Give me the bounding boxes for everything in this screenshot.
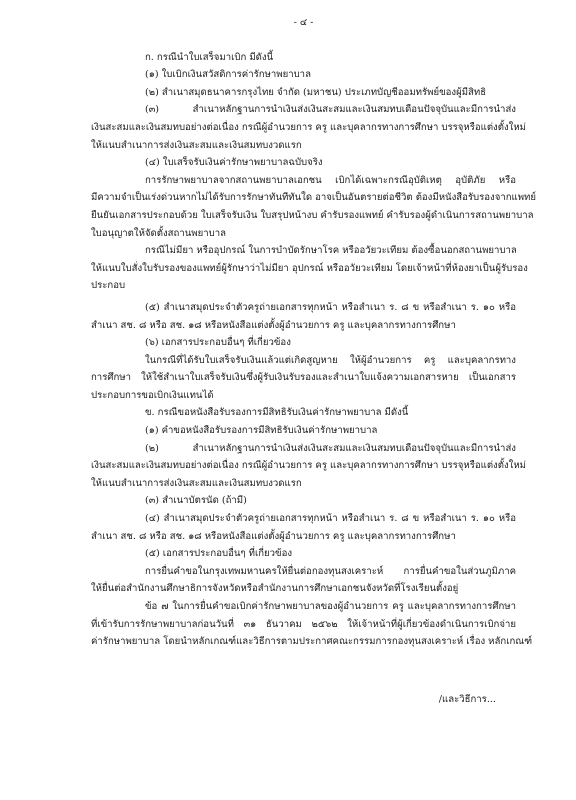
- text-line: สำเนา สช. ๘ หรือ สช. ๑๘ หรือหนังสือแต่งตั้งผู้อำนวยการ ครู และบุคลากรทางการศึกษา: [91, 530, 456, 542]
- text-line: ให้แนบสำเนาการส่งเงินสะสมและเงินสมทบงวดแรก: [91, 139, 302, 151]
- text-line: ประกอบ: [91, 280, 126, 292]
- section-a-item-6: (๖) เอกสารประกอบอื่นๆ ที่เกี่ยวข้อง: [145, 337, 291, 349]
- page-number: - ๔ -: [293, 17, 314, 28]
- section-a-item-4: (๔) ใบเสร็จรับเงินค่ารักษาพยาบาลฉบับจริง: [145, 157, 323, 169]
- section-b-item-3: (๓) สำเนาบัตรนัด (ถ้ามี): [145, 495, 247, 507]
- section-b-item-2: [91, 440, 526, 493]
- section-b-item-4: [91, 510, 516, 545]
- section-a-item-5: [91, 299, 516, 334]
- text-line: ในกรณีที่ได้รับใบเสร็จรับเงินแล้วแต่เกิดสูญหาย ให้ผู้อำนวยการ ครู และบุคลากรทาง: [145, 354, 516, 366]
- text-line: ประกอบการขอเบิกเงินแทนได้: [91, 389, 214, 401]
- text-line: ค่ารักษาพยาบาล โดยนำหลักเกณฑ์และวิธีการตามประกาศคณะกรรมการกองทุนสงเคราะห์ เรื่อง หลักเกณฑ์: [91, 636, 533, 648]
- text-line: สำเนา สช. ๘ หรือ สช. ๑๘ หรือหนังสือแต่งตั้งผู้อำนวยการ ครู และบุคลากรทางการศึกษา: [91, 319, 456, 331]
- section-a-item-3: [91, 101, 526, 154]
- clause-7-paragraph: [91, 598, 533, 651]
- text-line: ให้ยื่นต่อสำนักงานศึกษาธิการจังหวัดหรือสำนักงานการศึกษาเอกชนจังหวัดที่โรงเรียนตั้งอยู่: [91, 583, 459, 595]
- text-line: มีความจำเป็นเร่งด่วนหากไม่ได้รับการรักษาทันทีทันใด อาจเป็นอันตรายต่อชีวิต ต้องมีหนังสือรับรองจากแพทย์: [91, 192, 536, 204]
- text-line: (๔) สำเนาสมุดประจำตัวครูถ่ายเอกสารทุกหน้า หรือสำเนา ร. ๘ ข หรือสำเนา ร. ๑๐ หรือ: [145, 513, 516, 525]
- section-b-heading: ข. กรณีขอหนังสือรับรองการมีสิทธิรับเงินค่ารักษาพยาบาล มีดังนี้: [145, 407, 409, 419]
- text-line: ใบอนุญาตให้จัดตั้งสถานพยาบาล: [91, 227, 226, 239]
- section-a-item-1: (๑) ใบเบิกเงินสวัสดิการค่ารักษาพยาบาล: [145, 69, 311, 81]
- text-line: ให้แนบสำเนาการส่งเงินสะสมและเงินสมทบงวดแรก: [91, 477, 302, 489]
- no-medicine-paragraph: [91, 242, 528, 295]
- text-line: เงินสะสมและเงินสมทบอย่างต่อเนื่อง กรณีผู้อำนวยการ ครู และบุคลากรทางการศึกษา บรรจุหรือแต่งตั้งใหม่: [91, 121, 526, 133]
- continuation-marker: /และวิธีการ...: [438, 693, 496, 705]
- text-line: ข้อ ๗ ในการยื่นคำขอเบิกค่ารักษาพยาบาลของผู้อำนวยการ ครู และบุคลากรทางการศึกษา: [145, 601, 516, 612]
- lost-receipt-paragraph: [91, 352, 516, 405]
- section-a-heading: ก. กรณีนำใบเสร็จมาเบิก มีดังนี้: [145, 51, 274, 63]
- text-line: กรณีไม่มียา หรืออุปกรณ์ ในการบำบัดรักษาโรค หรืออวัยวะเทียม ต้องซื้อนอกสถานพยาบาล: [145, 245, 517, 257]
- text-line: เงินสะสมและเงินสมทบอย่างต่อเนื่อง กรณีผู้อำนวยการ ครู และบุคลากรทางการศึกษา บรรจุหรือแต่งตั้งใหม่: [91, 460, 526, 472]
- text-line: (๕) สำเนาสมุดประจำตัวครูถ่ายเอกสารทุกหน้า หรือสำเนา ร. ๘ ข หรือสำเนา ร. ๑๐ หรือ: [145, 301, 516, 313]
- section-b-item-5: (๕) เอกสารประกอบอื่นๆ ที่เกี่ยวข้อง: [145, 548, 293, 560]
- submission-paragraph: [91, 563, 516, 598]
- text-line: การรักษาพยาบาลจากสถานพยาบาลเอกชน เบิกได้เฉพาะกรณีอุบัติเหตุ อุบัติภัย หรือ: [145, 174, 516, 186]
- text-line: ยืนยันเอกสารประกอบด้วย ใบเสร็จรับเงิน ใบสรุปหน้างบ คำรับรองแพทย์ คำรับรองผู้ดำเนินการสถานพยาบาล: [91, 209, 534, 221]
- text-line: การศึกษา ให้ใช้สำเนาใบเสร็จรับเงินซึ่งผู้รับเงินรับรองและสำเนาใบแจ้งความเอกสารหาย เป็นเอกสาร: [91, 372, 516, 384]
- text-line: การยื่นคำขอในกรุงเทพมหานครให้ยื่นต่อกองทุนสงเคราะห์ การยื่นคำขอในส่วนภูมิภาค: [145, 565, 516, 577]
- text-line: ให้แนบใบสั่งใบรับรองของแพทย์ผู้รักษาว่าไม่มียา อุปกรณ์ หรืออวัยวะเทียม โดยเจ้าหน้าที่ห้องยาเป็นผู้รับรอง: [91, 262, 528, 274]
- text-line: (๒) สำเนาหลักฐานการนำเงินส่งเงินสะสมและเงินสมทบเดือนปัจจุบันและมีการนำส่ง: [145, 442, 516, 454]
- text-line: ที่เข้ารับการรักษาพยาบาลก่อนวันที่ ๓๑ ธันวาคม ๒๕๖๒ ให้เจ้าหน้าที่ผู้เกี่ยวข้องดำเนินการเบิกจ่าย: [91, 618, 516, 630]
- section-a-item-2: (๒) สำเนาสมุดธนาคารกรุงไทย จำกัด (มหาชน) ประเภทบัญชีออมทรัพย์ของผู้มีสิทธิ: [145, 86, 487, 98]
- text-line: (๓) สำเนาหลักฐานการนำเงินส่งเงินสะสมและเงินสมทบเดือนปัจจุบันและมีการนำส่ง: [145, 104, 516, 116]
- section-b-item-1: (๑) คำขอหนังสือรับรองการมีสิทธิรับเงินค่ารักษาพยาบาล: [145, 425, 378, 437]
- private-hospital-paragraph: [91, 172, 536, 242]
